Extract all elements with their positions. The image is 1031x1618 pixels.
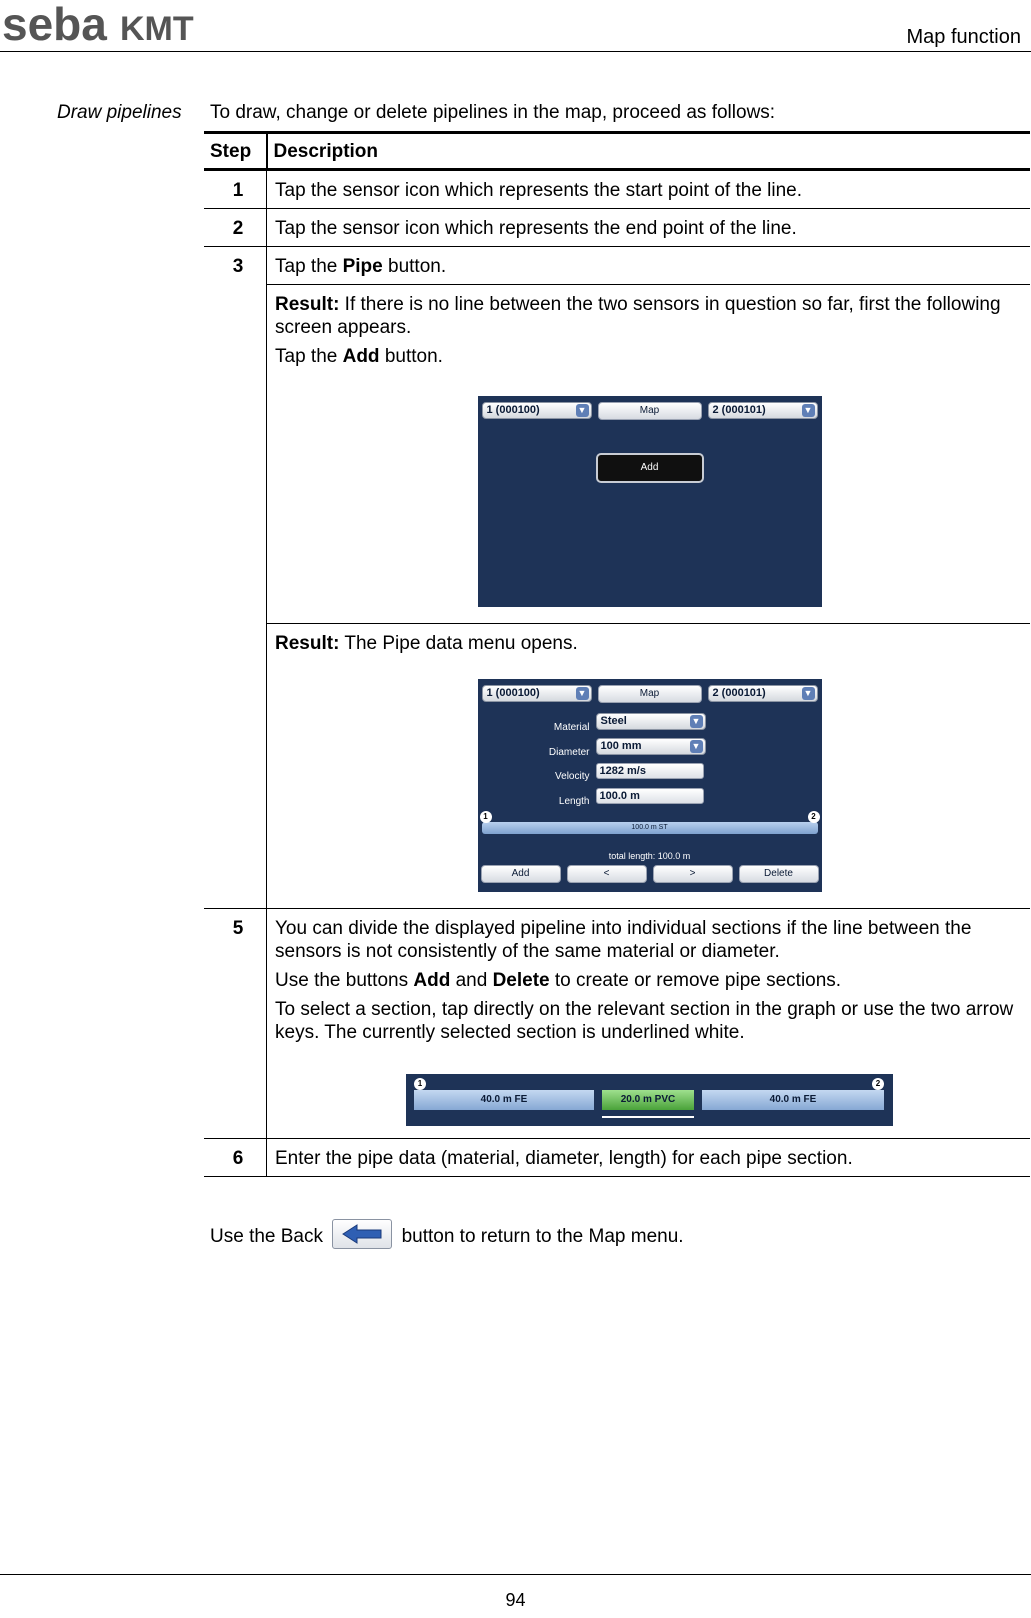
step-number: 3 [204,247,267,285]
table-row [204,247,1030,285]
pipe-section-bar[interactable]: 100.0 m ST [482,822,818,834]
add-pipe-screen [478,396,822,607]
next-section-button[interactable]: > [653,865,733,883]
steps-table [204,131,1030,1177]
step-number: 1 [232,180,244,201]
add-button[interactable]: Add [596,453,704,483]
sensor-b-dropdown[interactable]: 2 (000101) ▼ [708,685,818,702]
page-number: 94 [505,1590,526,1610]
table-row [204,209,1030,247]
table-row [204,909,1030,1139]
sensor-a-dropdown[interactable]: 1 (000100) ▼ [482,402,592,419]
col-header-description: Description [267,133,1031,170]
selection-underline [602,1116,694,1118]
table-row [204,624,1030,909]
sensor-node-1[interactable]: 1 [414,1078,426,1090]
back-instruction: Use the Back button to return to the Map menu. [210,1222,684,1252]
pipe-section-2-selected[interactable]: 20.0 m PVC [602,1090,694,1110]
table-row [204,285,1030,624]
diameter-label: Diameter [548,747,590,758]
chevron-down-icon: ▼ [690,715,703,728]
header-divider [0,51,1031,52]
svg-text:seba: seba [2,2,107,46]
chevron-down-icon: ▼ [576,687,589,700]
material-dropdown[interactable]: Steel ▼ [596,713,706,730]
step-description: Enter the pipe data (material, diameter, length) for each pipe section. [267,1139,1031,1177]
pipe-section-3[interactable]: 40.0 m FE [702,1090,884,1110]
pipe-sections-graph [406,1074,893,1126]
total-length: total length: 100.0 m [608,851,691,861]
pipe-section-1[interactable]: 40.0 m FE [414,1090,594,1110]
map-button[interactable]: Map [598,402,702,420]
sensor-a-dropdown[interactable]: 1 (000100) ▼ [482,685,592,702]
footer-divider [0,1574,1031,1575]
length-field[interactable]: 100.0 m [596,788,704,804]
back-button-icon [332,1219,392,1249]
result-description: Result: The Pipe data menu opens. 1 (000100) ▼ Map 2 (000101) ▼ Material Steel ▼ Diameter 100 mm ▼ Velocity 1282 m/s Length 100.0 m 100.0 m ST 1 2 total length: 100.0 m Add < > Delete [267,624,1031,909]
col-header-step: Step [204,133,267,170]
pipe-data-screen [478,679,822,892]
diameter-dropdown[interactable]: 100 mm ▼ [596,738,706,755]
intro-text: To draw, change or delete pipelines in the map, proceed as follows: [210,102,776,123]
sensor-node-1[interactable]: 1 [480,811,492,823]
side-label: Draw pipelines [57,102,182,123]
add-section-button[interactable]: Add [481,865,561,883]
sensor-node-2[interactable]: 2 [808,811,820,823]
step-description: Tap the sensor icon which represents the start point of the line. [267,170,1031,209]
table-row [204,170,1030,209]
table-row [204,1139,1030,1177]
svg-text:KMT: KMT [120,10,194,46]
sensor-node-2[interactable]: 2 [872,1078,884,1090]
step-description: Tap the sensor icon which represents the end point of the line. [267,209,1031,247]
sensor-b-dropdown[interactable]: 2 (000101) ▼ [708,402,818,419]
velocity-label: Velocity [555,771,590,782]
chevron-down-icon: ▼ [576,404,589,417]
section-title: Map function [906,26,1021,48]
result-description: Result: If there is no line between the two sensors in question so far, first the following screen appears. Tap the Add button. 1 (000100) ▼ Map 2 (000101) ▼ Add [267,285,1031,624]
step-number: 5 [204,909,267,1139]
velocity-field[interactable]: 1282 m/s [596,763,704,779]
step-number: 6 [204,1139,267,1177]
chevron-down-icon: ▼ [690,740,703,753]
chevron-down-icon: ▼ [802,404,815,417]
left-arrow-icon [333,1220,391,1248]
step-number: 2 [204,209,267,247]
sebakmt-logo [2,2,224,46]
step-description: You can divide the displayed pipeline into individual sections if the line between the sensors is not consistently of the same material or diameter. Use the buttons Add and Delete to create or remove pipe sections. To select a section, tap directly on the relevant section in the graph or use the two arrow keys. The currently selected section is underlined white. 40.0 m FE 20.0 m PVC 40.0 m FE 1 2 [267,909,1031,1139]
step-description: Tap the Pipe button. [267,247,1031,285]
length-label: Length [558,796,590,807]
chevron-down-icon: ▼ [802,687,815,700]
map-button[interactable]: Map [598,685,702,703]
previous-section-button[interactable]: < [567,865,647,883]
delete-section-button[interactable]: Delete [739,865,819,883]
material-label: Material [553,722,590,733]
